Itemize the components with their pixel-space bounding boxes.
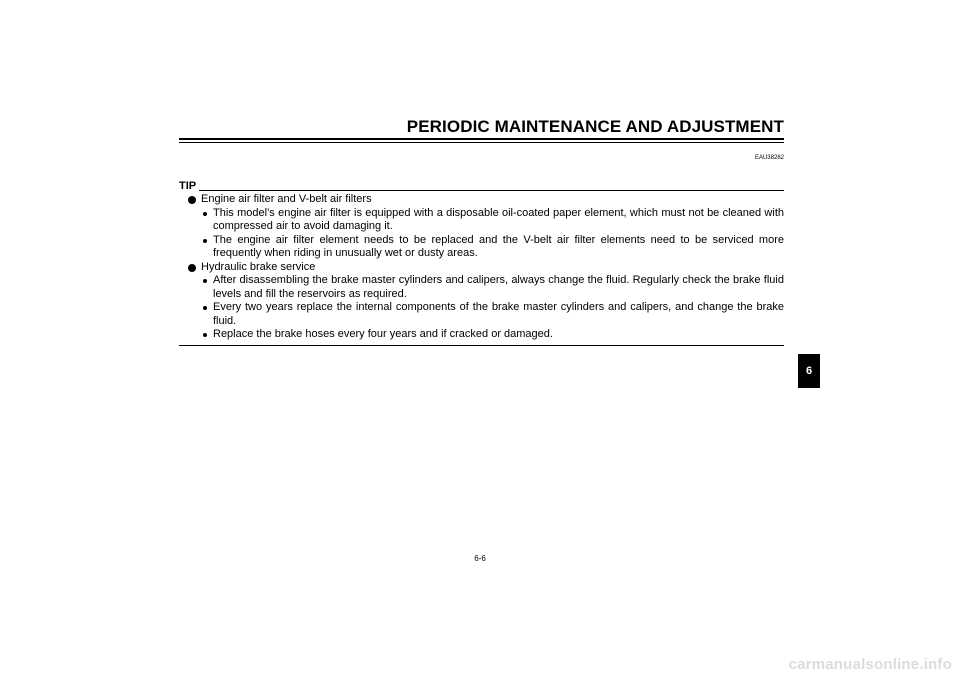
chapter-tab [798, 354, 820, 388]
list-item [179, 274, 784, 301]
tip-header-rule [199, 190, 784, 191]
tip-header [179, 180, 784, 192]
tip-label: TIP [179, 180, 197, 192]
page-title: PERIODIC MAINTENANCE AND ADJUSTMENT [406, 117, 784, 136]
document-code: EAU38262 [754, 155, 784, 161]
tip-footer-rule [179, 345, 784, 346]
bullet-icon [188, 264, 196, 272]
list-item [179, 328, 784, 342]
chapter-tab-number: 6 [805, 365, 813, 377]
header-rule-thick [179, 138, 784, 140]
tip-box [179, 180, 784, 346]
dot-bullet-icon [203, 239, 207, 243]
dot-bullet-icon [203, 306, 207, 310]
header-rule-thin [179, 142, 784, 143]
list-item-text: The engine air filter element needs to be replaced and the V-belt air filter elements need to be serviced more frequently when riding in unusually wet or dusty areas. [213, 233, 784, 259]
list-item-text: After disassembling the brake master cylinders and calipers, always change the fluid. Regularly check the brake fluid levels and fill the reservoirs as required. [213, 274, 784, 300]
list-item [179, 301, 784, 328]
list-item [179, 234, 784, 261]
tip-body [179, 192, 784, 342]
list-item [179, 207, 784, 234]
list-item-text: Replace the brake hoses every four years and if cracked or damaged. [213, 328, 553, 340]
section-heading-air-filters [179, 193, 784, 207]
section-heading-text: Engine air filter and V-belt air filters [201, 193, 372, 205]
list-item-text: This model’s engine air filter is equipped with a disposable oil-coated paper element, which must not be cleaned with compressed air to avoid damaging it. [213, 206, 784, 232]
list-item-text: Every two years replace the internal components of the brake master cylinders and calipers, and change the brake fluid. [213, 301, 784, 327]
bullet-icon [188, 196, 196, 204]
page-header [179, 117, 784, 137]
dot-bullet-icon [203, 279, 207, 283]
section-heading-brake-service [179, 261, 784, 275]
watermark: carmanualsonline.info [788, 656, 952, 673]
dot-bullet-icon [203, 212, 207, 216]
page-number: 6-6 [474, 554, 486, 563]
dot-bullet-icon [203, 333, 207, 337]
section-heading-text: Hydraulic brake service [201, 260, 316, 273]
